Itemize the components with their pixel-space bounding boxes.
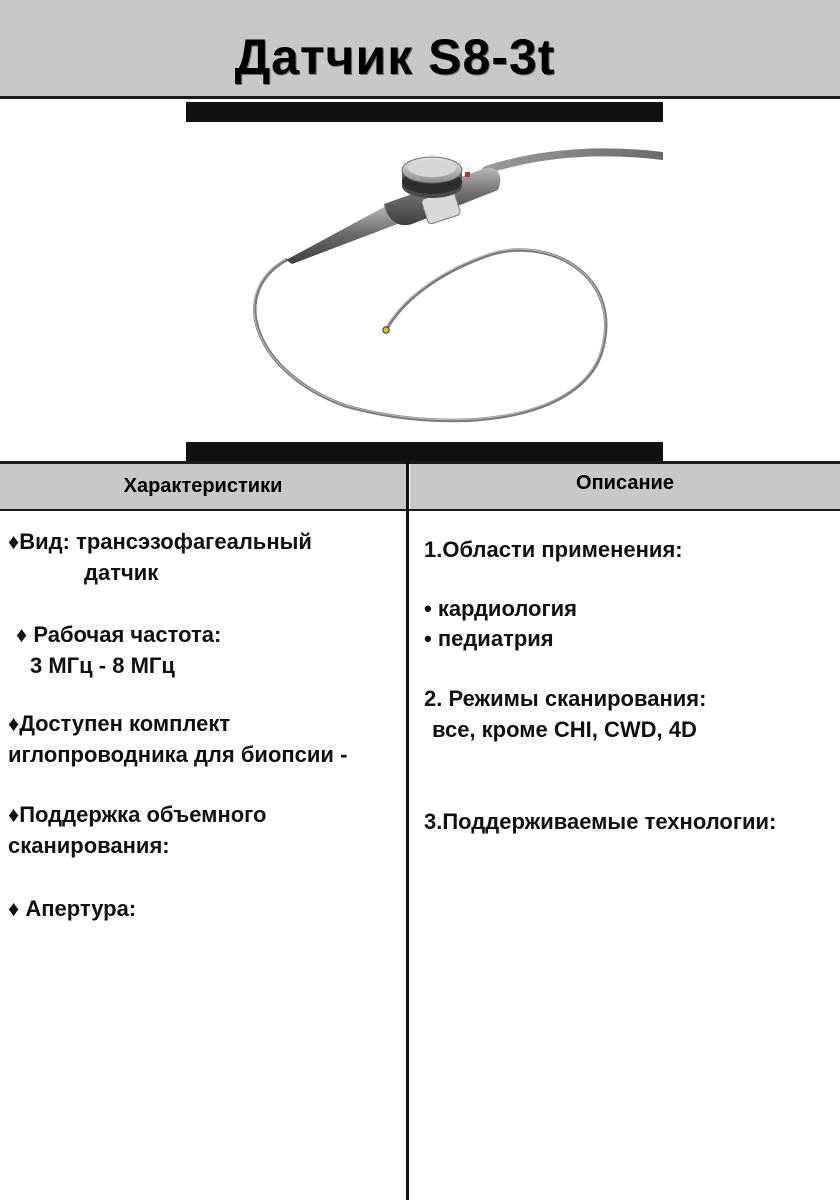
application-item: • педиатрия xyxy=(424,626,554,651)
volume-scan-line2: сканирования: xyxy=(8,833,170,858)
volume-scan-line1: ♦Поддержка объемного xyxy=(8,802,267,827)
type-label: ♦Вид: трансэзофагеальный xyxy=(8,529,312,554)
applications-title: 1.Области применения: xyxy=(424,537,683,562)
biopsy-kit-line2: иглопроводника для биопсии - xyxy=(8,742,348,767)
title-divider xyxy=(0,96,840,99)
header-description: Описание xyxy=(410,464,840,509)
image-top-bar xyxy=(186,102,663,122)
biopsy-kit-line1: ♦Доступен комплект xyxy=(8,711,231,736)
header-characteristics: Характеристики xyxy=(0,464,406,509)
frequency-value: 3 МГц - 8 МГц xyxy=(30,653,175,678)
image-bottom-bar xyxy=(186,442,663,462)
application-item: • кардиология xyxy=(424,596,577,621)
technologies-title: 3.Поддерживаемые технологии: xyxy=(424,809,777,834)
column-divider xyxy=(406,462,409,1200)
frequency-label: ♦ Рабочая частота: xyxy=(16,622,222,647)
probe-image xyxy=(186,124,663,440)
aperture-label: ♦ Апертура: xyxy=(8,896,137,921)
type-label-continued: датчик xyxy=(84,560,159,585)
scan-modes-value: все, кроме CHI, CWD, 4D xyxy=(432,717,697,742)
scan-modes-title: 2. Режимы сканирования: xyxy=(424,686,707,711)
page-title: Датчик S8-3t xyxy=(234,29,556,85)
header-bottom-border xyxy=(0,509,840,511)
